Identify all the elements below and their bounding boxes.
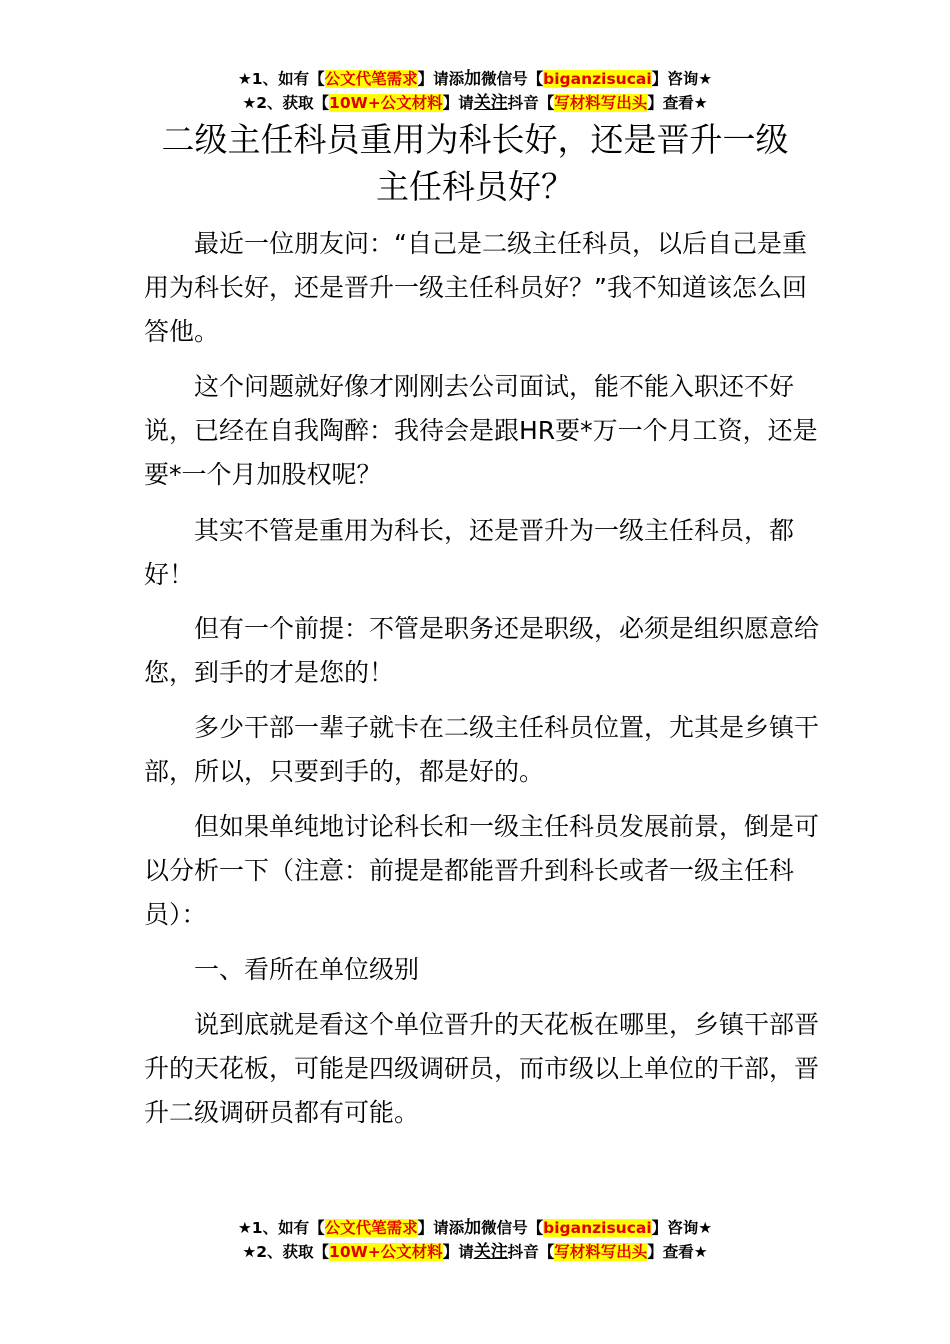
footer-banner bbox=[0, 1216, 950, 1264]
banner-text: ★1、如有【 bbox=[237, 1219, 325, 1237]
douyin-account: 写材料写出头 bbox=[554, 1243, 648, 1261]
paragraph: 但有一个前提：不管是职务还是职级，必须是组织愿意给您，到手的才是您的！ bbox=[144, 614, 820, 687]
douyin-account: 写材料写出头 bbox=[554, 94, 648, 112]
paragraph: 最近一位朋友问：“自己是二级主任科员，以后自己是重用为科长好，还是晋升一级主任科员好？”我不知道该怎么回答他。 bbox=[144, 229, 807, 346]
title-line-2: 主任科员好？ bbox=[376, 167, 574, 206]
banner-text: 微信号【 bbox=[481, 70, 544, 88]
header-banner bbox=[0, 67, 950, 115]
wechat-id: biganzisucai bbox=[543, 70, 652, 88]
banner-text: 】请添 bbox=[417, 70, 465, 88]
banner-text: ★2、获取【 bbox=[242, 1243, 330, 1261]
emphasis-text: 加 bbox=[464, 1218, 482, 1238]
highlight-text: 10W+公文材料 bbox=[329, 94, 443, 112]
banner-text: 】请添 bbox=[417, 1219, 465, 1237]
banner-text: 抖音【 bbox=[507, 1243, 555, 1261]
highlight-text: 10W+公文材料 bbox=[329, 1243, 443, 1261]
banner-text: 抖音【 bbox=[507, 94, 555, 112]
underline-text: 关注 bbox=[473, 93, 508, 113]
banner-text: 】请 bbox=[442, 94, 474, 112]
banner-text: ★1、如有【 bbox=[237, 70, 325, 88]
banner-text: 】咨询★ bbox=[651, 1219, 713, 1237]
title-line-1: 二级主任科员重用为科长好，还是晋升一级 bbox=[161, 120, 789, 159]
banner-text: 】查看★ bbox=[647, 1243, 708, 1261]
banner-line-1 bbox=[0, 67, 950, 91]
banner-text: 微信号【 bbox=[481, 1219, 544, 1237]
banner-line-2 bbox=[0, 1240, 950, 1264]
paragraph: 这个问题就好像才刚刚去公司面试，能不能入职还不好说，已经在自我陶醉：我待会是跟HR要*万一个月工资，还是要*一个月加股权呢？ bbox=[144, 372, 818, 489]
banner-text: 】请 bbox=[442, 1243, 474, 1261]
highlight-text: 公文代笔需求 bbox=[324, 70, 418, 88]
paragraph: 说到底就是看这个单位晋升的天花板在哪里，乡镇干部晋升的天花板，可能是四级调研员，而市级以上单位的干部，晋升二级调研员都有可能。 bbox=[144, 1010, 820, 1127]
section-heading: 一、看所在单位级别 bbox=[194, 955, 420, 984]
wechat-id: biganzisucai bbox=[543, 1219, 652, 1237]
paragraph: 但如果单纯地讨论科长和一级主任科员发展前景，倒是可以分析一下（注意：前提是都能晋升到科长或者一级主任科员）： bbox=[144, 812, 820, 929]
banner-line-1 bbox=[0, 1216, 950, 1240]
banner-text: 】查看★ bbox=[647, 94, 708, 112]
highlight-text: 公文代笔需求 bbox=[324, 1219, 418, 1237]
paragraph: 多少干部一辈子就卡在二级主任科员位置，尤其是乡镇干部，所以，只要到手的，都是好的。 bbox=[144, 713, 820, 786]
paragraph: 其实不管是重用为科长，还是晋升为一级主任科员，都好！ bbox=[144, 516, 795, 589]
banner-text: 】咨询★ bbox=[651, 70, 713, 88]
banner-text: ★2、获取【 bbox=[242, 94, 330, 112]
banner-line-2 bbox=[0, 91, 950, 115]
article-title bbox=[140, 116, 810, 210]
underline-text: 关注 bbox=[473, 1242, 508, 1262]
emphasis-text: 加 bbox=[464, 69, 482, 89]
